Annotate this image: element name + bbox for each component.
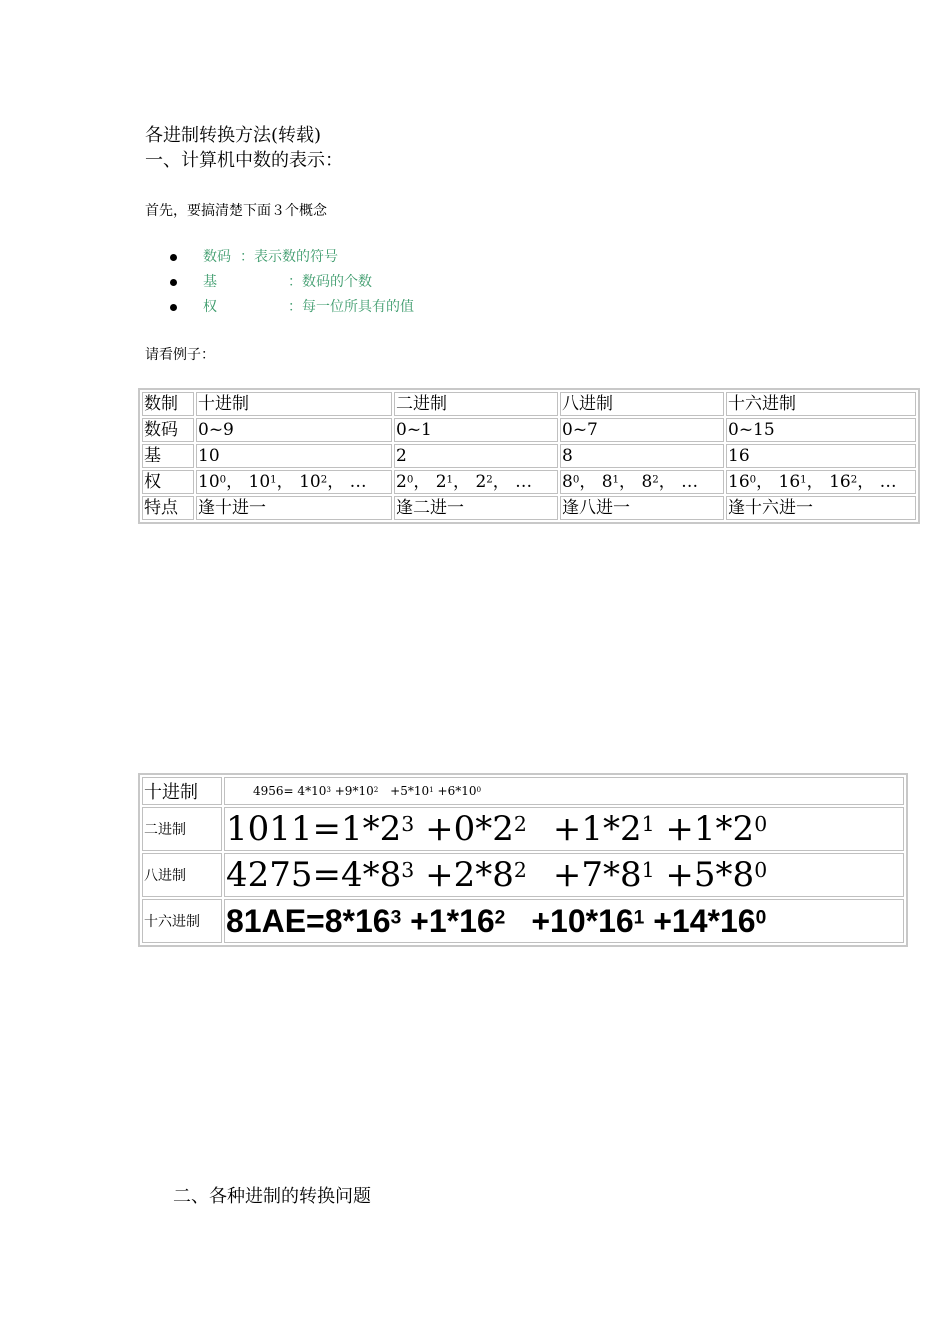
expansion-formula: $81AE=8*16^3 +1*16^2 +10*16^1 +14*16^0$ [224,899,904,943]
section-heading-1: 一、计算机中数的表示： [145,150,343,171]
expansion-formula: $1011=1*2^3 +0*2^2 +1*2^1 +1*2^0$ [224,807,904,851]
table-row [142,899,904,943]
table-cell: 0~15 [726,418,916,442]
bullet-icon [170,304,177,311]
row-label: 二进制 [142,807,222,851]
table-row [142,470,916,494]
table-cell: 逢十进一 [196,496,392,520]
concept-term: 数码 [203,249,231,265]
table-cell: 0~1 [394,418,558,442]
table-cell: $16^0$， $16^1$， $16^2$， … [726,470,916,494]
concept-term: 基 [203,274,217,290]
table-header-cell: 二进制 [394,392,558,416]
row-label: 权 [142,470,194,494]
expansion-table [138,773,908,947]
row-label: 八进制 [142,853,222,897]
table-cell: 0~9 [196,418,392,442]
concept-definition: ：每一位所具有的值 [288,299,414,315]
table-header-row [142,392,916,416]
table-cell: 逢二进一 [394,496,558,520]
example-label: 请看例子： [145,347,215,363]
table-cell: $2^0$， $2^1$， $2^2$， … [394,470,558,494]
table-row [142,496,916,520]
table-row [142,807,904,851]
concept-term: 权 [203,299,217,315]
table-cell: $10^0$， $10^1$， $10^2$， … [196,470,392,494]
number-system-table [138,388,920,524]
concept-definition: ：表示数的符号 [240,249,338,265]
row-label: 基 [142,444,194,468]
page-title: 各进制转换方法(转载) [145,125,322,146]
table-row [142,418,916,442]
table-cell: 2 [394,444,558,468]
table-header-cell: 八进制 [560,392,724,416]
bullet-icon [170,254,177,261]
row-label: 特点 [142,496,194,520]
table-header-cell: 十进制 [196,392,392,416]
row-label: 十进制 [142,777,222,805]
bullet-icon [170,279,177,286]
table-cell: 逢八进一 [560,496,724,520]
intro-text: 首先，要搞清楚下面３个概念 [145,203,327,219]
table-row [142,853,904,897]
table-cell: 0~7 [560,418,724,442]
table-cell: 16 [726,444,916,468]
table-row [142,777,904,805]
row-label: 十六进制 [142,899,222,943]
table-cell: 10 [196,444,392,468]
expansion-formula: $4275=4*8^3 +2*8^2 +7*8^1 +5*8^0$ [224,853,904,897]
concept-definition: ：数码的个数 [288,274,372,290]
table-row [142,444,916,468]
table-cell: $8^0$， $8^1$， $8^2$， … [560,470,724,494]
row-label: 数码 [142,418,194,442]
expansion-formula: $4956= 4*10^3 +9*10^2 +5*10^1 +6*10^0$ [224,777,904,805]
section-heading-2: 二、各种进制的转换问题 [173,1186,371,1207]
table-cell: 8 [560,444,724,468]
table-header-cell: 十六进制 [726,392,916,416]
table-header-cell: 数制 [142,392,194,416]
table-cell: 逢十六进一 [726,496,916,520]
